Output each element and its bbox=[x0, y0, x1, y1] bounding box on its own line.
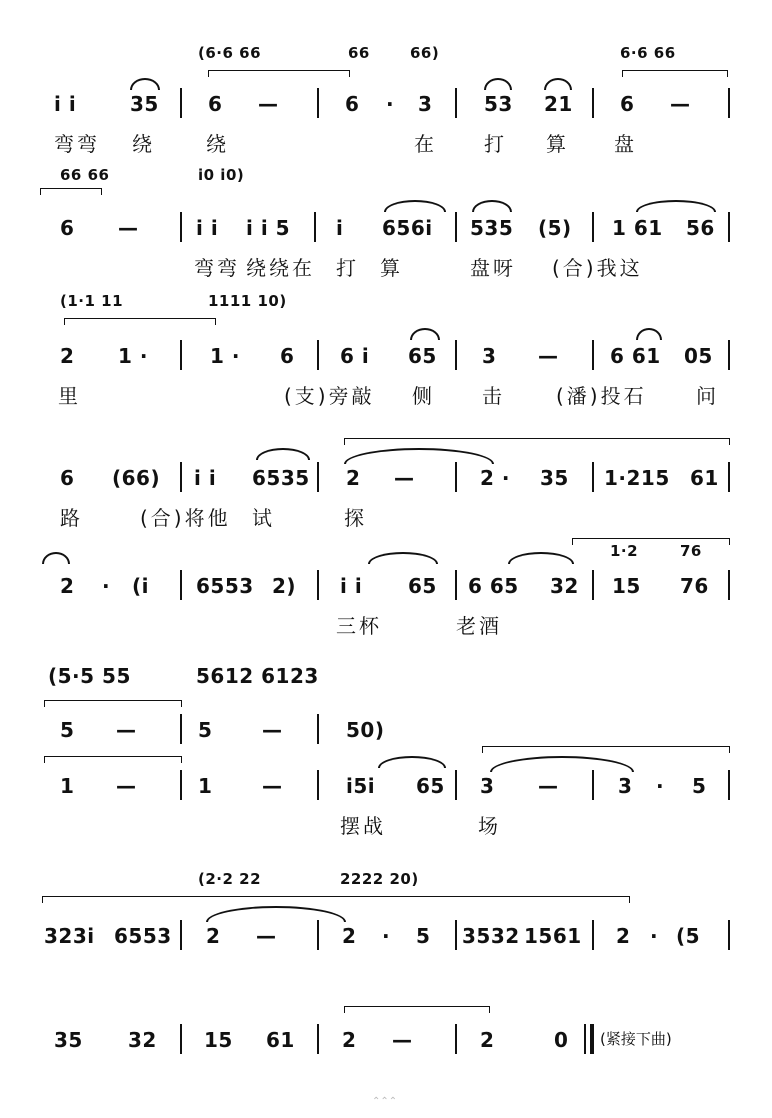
note: 65 bbox=[416, 774, 445, 798]
lyric: 路 bbox=[60, 506, 83, 530]
lyric: 打 bbox=[484, 132, 507, 156]
barline bbox=[592, 212, 594, 242]
accomp-6-a: (5·5 55 bbox=[48, 664, 131, 688]
note: 2 bbox=[480, 1028, 495, 1052]
accomp-1-c: 66) bbox=[410, 44, 440, 62]
note: 656i bbox=[382, 216, 433, 240]
note: 6 65 bbox=[468, 574, 519, 598]
barline bbox=[592, 570, 594, 600]
tie-end bbox=[42, 552, 70, 564]
phrase-line bbox=[344, 438, 730, 445]
note: i i bbox=[340, 574, 363, 598]
note: 0 bbox=[554, 1028, 569, 1052]
note: — bbox=[670, 92, 691, 116]
note: 1 61 bbox=[612, 216, 663, 240]
barline bbox=[180, 770, 182, 800]
note: 15 bbox=[204, 1028, 233, 1052]
lyric: 绕绕在 bbox=[246, 256, 315, 280]
barline bbox=[728, 212, 730, 242]
note: 56 bbox=[686, 216, 715, 240]
note: i bbox=[336, 216, 344, 240]
lyric: 探 bbox=[344, 506, 367, 530]
barline bbox=[728, 340, 730, 370]
note: 6535 bbox=[252, 466, 310, 490]
note: — bbox=[256, 924, 277, 948]
barline bbox=[317, 1024, 319, 1054]
accomp-1-d: 6·6 66 bbox=[620, 44, 676, 62]
lyric: 弯弯 bbox=[194, 256, 240, 280]
note: · bbox=[656, 774, 665, 798]
note: 2 bbox=[342, 1028, 357, 1052]
accomp-6-d: — bbox=[116, 718, 137, 742]
barline bbox=[180, 570, 182, 600]
accomp-5-a: 1·2 bbox=[610, 542, 639, 560]
barline bbox=[592, 770, 594, 800]
note: 05 bbox=[684, 344, 713, 368]
note: 61 bbox=[690, 466, 719, 490]
note: 2 bbox=[342, 924, 357, 948]
barline bbox=[592, 88, 594, 118]
note: · bbox=[386, 92, 395, 116]
accomp-bracket bbox=[572, 538, 730, 545]
note: 32 bbox=[550, 574, 579, 598]
accomp-3-a: (1·1 11 bbox=[60, 292, 124, 310]
note: · bbox=[650, 924, 659, 948]
note: 3 bbox=[480, 774, 495, 798]
lyric: 问 bbox=[696, 384, 719, 408]
note: 1 · bbox=[118, 344, 148, 368]
tie bbox=[206, 906, 346, 922]
lyric: 击 bbox=[482, 384, 505, 408]
note: 3 bbox=[418, 92, 433, 116]
lyric: 绕 bbox=[132, 132, 155, 156]
accomp-bracket bbox=[40, 188, 102, 195]
note: · bbox=[382, 924, 391, 948]
slur bbox=[368, 552, 438, 564]
note: 2) bbox=[272, 574, 297, 598]
barline bbox=[180, 1024, 182, 1054]
note: 76 bbox=[680, 574, 709, 598]
barline bbox=[317, 920, 319, 950]
slur bbox=[636, 328, 662, 340]
note: 5 bbox=[416, 924, 431, 948]
slur bbox=[384, 200, 446, 212]
note: 2 bbox=[616, 924, 631, 948]
accomp-bracket bbox=[208, 70, 350, 77]
note: 21 bbox=[544, 92, 573, 116]
accomp-1-a: (6·6 66 bbox=[198, 44, 262, 62]
note: (i bbox=[132, 574, 149, 598]
accomp-3-b: 1111 10) bbox=[208, 292, 287, 310]
lyric: 试 bbox=[252, 506, 275, 530]
note: 6 bbox=[208, 92, 223, 116]
note: (5 bbox=[676, 924, 701, 948]
note: 2 bbox=[346, 466, 361, 490]
note: 1·215 bbox=[604, 466, 670, 490]
final-barline-thin bbox=[584, 1024, 586, 1054]
page-decoration: ⌃⌃⌃ bbox=[372, 1096, 398, 1107]
lyric: 里 bbox=[58, 384, 81, 408]
barline bbox=[180, 714, 182, 744]
lyric: 盘呀 bbox=[470, 256, 516, 280]
accomp-6-b: 5612 6123 bbox=[196, 664, 319, 688]
barline bbox=[592, 462, 594, 492]
note: — bbox=[258, 92, 279, 116]
phrase-line bbox=[42, 896, 630, 903]
barline bbox=[180, 88, 182, 118]
note: 323i bbox=[44, 924, 95, 948]
slur bbox=[410, 328, 440, 340]
phrase-line bbox=[344, 1006, 490, 1013]
lyric: 盘 bbox=[614, 132, 637, 156]
note: 65 bbox=[408, 574, 437, 598]
lyric: 在 bbox=[414, 132, 437, 156]
note: i i bbox=[194, 466, 217, 490]
note: 6553 bbox=[114, 924, 172, 948]
tie bbox=[344, 448, 494, 464]
note: 1561 bbox=[524, 924, 582, 948]
note: — bbox=[538, 774, 559, 798]
barline bbox=[728, 88, 730, 118]
lyric: (合)我这 bbox=[552, 256, 643, 280]
accomp-6-c: 5 bbox=[60, 718, 75, 742]
slur bbox=[256, 448, 310, 460]
barline bbox=[455, 1024, 457, 1054]
note: i i bbox=[54, 92, 77, 116]
note: 6 bbox=[60, 466, 75, 490]
note: · bbox=[102, 574, 111, 598]
final-barline-thick bbox=[590, 1024, 594, 1054]
note: — bbox=[118, 216, 139, 240]
barline bbox=[180, 212, 182, 242]
lyric: 三杯 bbox=[336, 614, 382, 638]
note: 32 bbox=[128, 1028, 157, 1052]
barline bbox=[317, 462, 319, 492]
note: — bbox=[392, 1028, 413, 1052]
barline bbox=[317, 570, 319, 600]
barline bbox=[455, 212, 457, 242]
barline bbox=[728, 462, 730, 492]
note: i i bbox=[196, 216, 219, 240]
barline bbox=[455, 88, 457, 118]
note: — bbox=[116, 774, 137, 798]
note: 15 bbox=[612, 574, 641, 598]
note: 2 bbox=[60, 574, 75, 598]
note: 6553 bbox=[196, 574, 254, 598]
barline bbox=[455, 770, 457, 800]
note: 6 bbox=[345, 92, 360, 116]
slur bbox=[378, 756, 446, 768]
note: — bbox=[262, 774, 283, 798]
slur bbox=[636, 200, 716, 212]
note: 6 bbox=[620, 92, 635, 116]
note: 5 bbox=[692, 774, 707, 798]
lyric: 算 bbox=[380, 256, 403, 280]
note: i5i bbox=[346, 774, 376, 798]
slur bbox=[508, 552, 574, 564]
lyric: 打 bbox=[336, 256, 359, 280]
tie bbox=[490, 756, 634, 772]
end-note: (紧接下曲) bbox=[600, 1030, 672, 1048]
note: — bbox=[394, 466, 415, 490]
barline bbox=[592, 340, 594, 370]
barline bbox=[314, 212, 316, 242]
accomp-7-a: (2·2 22 bbox=[198, 870, 262, 888]
slur bbox=[130, 78, 160, 90]
accomp-2-a: 66 66 bbox=[60, 166, 110, 184]
slur bbox=[544, 78, 572, 90]
barline bbox=[455, 340, 457, 370]
accomp-6-e: 5 bbox=[198, 718, 213, 742]
phrase-line bbox=[482, 746, 730, 753]
slur bbox=[472, 200, 512, 212]
barline bbox=[728, 920, 730, 950]
lyric: 绕 bbox=[206, 132, 229, 156]
barline bbox=[455, 462, 457, 492]
accomp-bracket bbox=[44, 700, 182, 707]
note: 6 61 bbox=[610, 344, 661, 368]
lyric: (支)旁敲 bbox=[284, 384, 375, 408]
note: 35 bbox=[130, 92, 159, 116]
slur bbox=[484, 78, 512, 90]
note: (5) bbox=[538, 216, 572, 240]
barline bbox=[180, 920, 182, 950]
accomp-bracket bbox=[622, 70, 728, 77]
accomp-6-g: 50) bbox=[346, 718, 385, 742]
barline bbox=[728, 570, 730, 600]
accomp-5-b: 76 bbox=[680, 542, 702, 560]
note: i i 5 bbox=[246, 216, 291, 240]
note: 3 bbox=[618, 774, 633, 798]
barline bbox=[180, 340, 182, 370]
accomp-bracket bbox=[44, 756, 182, 763]
lyric: 弯弯 bbox=[54, 132, 100, 156]
barline bbox=[455, 570, 457, 600]
accomp-bracket bbox=[64, 318, 216, 325]
note: 3532 bbox=[462, 924, 520, 948]
lyric: 侧 bbox=[412, 384, 435, 408]
barline bbox=[592, 920, 594, 950]
note: 1 bbox=[60, 774, 75, 798]
note: 2 · bbox=[480, 466, 510, 490]
accomp-6-f: — bbox=[262, 718, 283, 742]
note: (66) bbox=[112, 466, 161, 490]
note: 6 bbox=[60, 216, 75, 240]
lyric: (合)将他 bbox=[140, 506, 231, 530]
note: — bbox=[538, 344, 559, 368]
note: 535 bbox=[470, 216, 514, 240]
barline bbox=[728, 770, 730, 800]
lyric: 算 bbox=[546, 132, 569, 156]
note: 3 bbox=[482, 344, 497, 368]
note: 1 · bbox=[210, 344, 240, 368]
lyric: 老酒 bbox=[456, 614, 502, 638]
barline bbox=[317, 340, 319, 370]
note: 2 bbox=[60, 344, 75, 368]
barline bbox=[455, 920, 457, 950]
accomp-1-b: 66 bbox=[348, 44, 370, 62]
note: 2 bbox=[206, 924, 221, 948]
barline bbox=[317, 88, 319, 118]
note: 65 bbox=[408, 344, 437, 368]
accomp-2-b: i0 i0) bbox=[198, 166, 245, 184]
lyric: 摆战 bbox=[340, 814, 386, 838]
note: 1 bbox=[198, 774, 213, 798]
lyric: 场 bbox=[478, 814, 501, 838]
note: 6 bbox=[280, 344, 295, 368]
note: 35 bbox=[54, 1028, 83, 1052]
barline bbox=[317, 770, 319, 800]
accomp-7-b: 2222 20) bbox=[340, 870, 419, 888]
note: 35 bbox=[540, 466, 569, 490]
note: 6 i bbox=[340, 344, 370, 368]
barline bbox=[180, 462, 182, 492]
barline bbox=[317, 714, 319, 744]
note: 61 bbox=[266, 1028, 295, 1052]
note: 53 bbox=[484, 92, 513, 116]
lyric: (潘)投石 bbox=[556, 384, 647, 408]
